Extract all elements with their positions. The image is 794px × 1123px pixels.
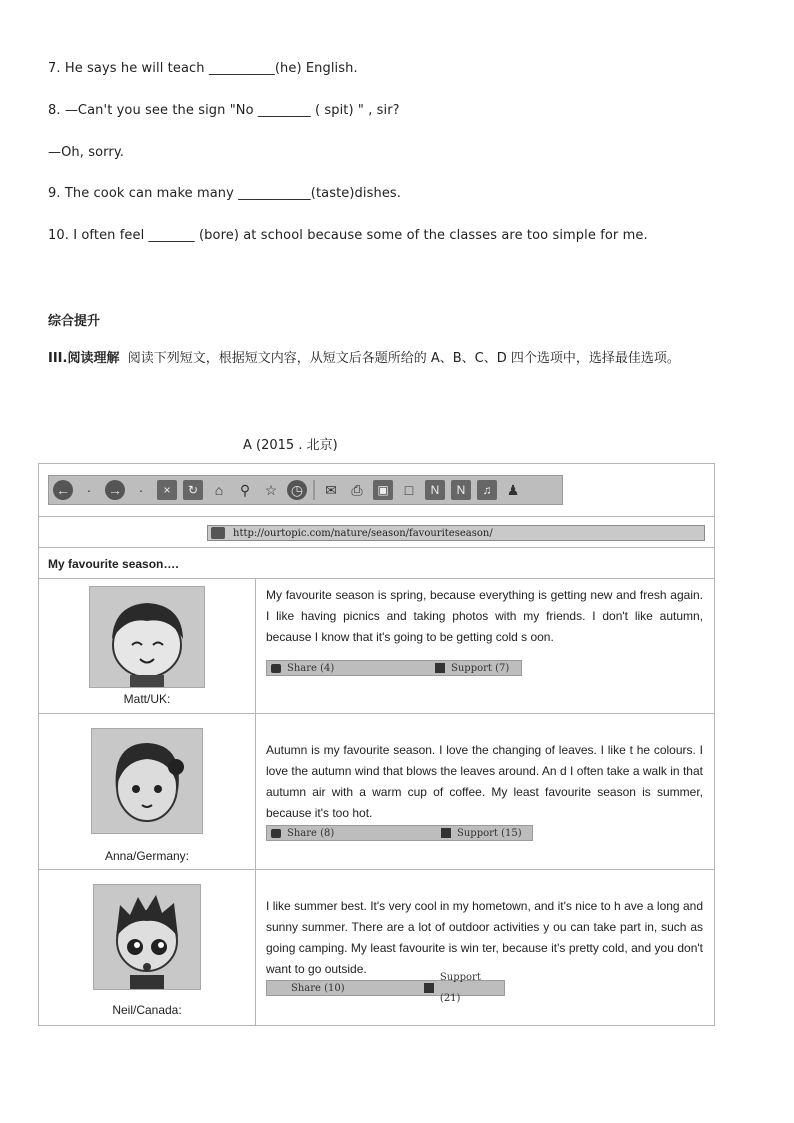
post-author-cell <box>39 870 256 1026</box>
post-text: Autumn is my favourite season. I love the changing of leaves. I like t he colours. I love the autumn wind that blows the leaves around. An d I often take a walk in that autumn air with a warm cup of coffee. My least favourite season is summer, because it's too hot. <box>266 743 703 820</box>
support-button[interactable] <box>435 658 509 679</box>
url-row <box>39 517 715 548</box>
search-icon[interactable]: ⚲ <box>239 481 251 498</box>
post-author-cell <box>39 579 256 714</box>
home-icon[interactable]: ⌂ <box>214 482 224 498</box>
page-icon <box>211 527 225 539</box>
browser-toolbar <box>48 475 563 505</box>
messenger-icon[interactable]: N <box>451 480 471 500</box>
instruction-text: 阅读下列短文，根据短文内容，从短文后各题所给的 A、B、C、D 四个选项中，选择最佳选项。 <box>127 351 680 366</box>
post-body-cell <box>256 579 715 714</box>
post-body-cell <box>256 870 715 1026</box>
forward-icon[interactable]: → <box>105 480 125 500</box>
arrow-up-icon <box>441 828 451 838</box>
topic-title: My favourite season…. <box>48 557 179 571</box>
history-icon[interactable]: ◷ <box>287 480 307 500</box>
question-10: 10. I often feel _______ (bore) at school because some of the classes are too simple for me. <box>48 228 648 243</box>
author-name: Anna/Germany: <box>104 849 190 863</box>
post-action-bar <box>266 972 505 1004</box>
support-label: Support (7) <box>451 662 510 674</box>
post-text: My favourite season is spring, because everything is getting new and fresh again. I like having picnics and taking photos with my friends. I don't like autumn, because I know that it's going to be getting cold s oon. <box>266 588 703 644</box>
post-body-cell <box>256 714 715 870</box>
toolbar-row <box>39 464 715 517</box>
post-text: I like summer best. It's very cool in my hometown, and it's nice to h ave a long and sunny summer. There are a lot of outdoor activities y ou can take part in, such as going camping. My least favourite is win ter, because it's pretty cold, and you don't want to go outside. <box>266 899 703 976</box>
support-label: Support (15) <box>457 827 522 839</box>
refresh-icon[interactable]: ↻ <box>183 480 203 500</box>
question-9: 9. The cook can make many ___________(taste)dishes. <box>48 186 402 201</box>
toolbar-divider <box>313 480 315 500</box>
passage-title: A (2015 . 北京) <box>243 438 338 453</box>
avatar <box>89 586 205 688</box>
print-icon[interactable]: ⎙ <box>351 481 363 498</box>
stop-icon[interactable]: × <box>157 480 177 500</box>
chevron-down-icon[interactable]: · <box>86 482 92 498</box>
research-icon[interactable]: N <box>425 480 445 500</box>
arrow-up-icon <box>424 983 434 993</box>
share-button[interactable]: Share (10) <box>291 982 345 994</box>
support-label: Support (21) <box>439 972 481 1004</box>
section-label: III.阅读理解 <box>48 351 120 366</box>
reading-instruction <box>48 338 748 380</box>
favorites-star-icon[interactable]: ☆ <box>264 481 278 498</box>
share-button[interactable]: Share (4) <box>287 662 335 674</box>
url-text: http://ourtopic.com/nature/season/favouriteseason/ <box>233 527 493 539</box>
avatar <box>91 728 203 834</box>
edit-icon[interactable]: ▣ <box>373 480 393 500</box>
address-bar[interactable] <box>207 525 705 541</box>
question-8: 8. —Can't you see the sign "No ________ ( spit) " , sir? <box>48 103 400 118</box>
back-icon[interactable]: ← <box>53 480 73 500</box>
users-icon[interactable]: ♟ <box>506 481 520 498</box>
support-button[interactable] <box>424 967 504 1009</box>
heart-icon <box>271 829 281 838</box>
section-title: 综合提升 <box>48 314 101 329</box>
forum-screenshot <box>38 463 715 1026</box>
question-8-reply: —Oh, sorry. <box>48 145 124 160</box>
mail-icon[interactable]: ✉ <box>325 481 337 498</box>
share-button[interactable]: Share (8) <box>287 827 335 839</box>
post-action-bar <box>266 660 522 676</box>
post-action-bar <box>266 825 533 841</box>
post-author-cell <box>39 714 256 870</box>
topic-title-row <box>39 548 715 579</box>
avatar <box>93 884 201 990</box>
arrow-up-icon <box>435 663 445 673</box>
media-icon[interactable]: ♫ <box>477 480 497 500</box>
support-button[interactable] <box>441 823 522 844</box>
heart-icon <box>271 664 281 673</box>
author-name: Matt/UK: <box>123 692 171 706</box>
discuss-icon[interactable]: □ <box>404 482 414 498</box>
chevron-down-icon[interactable]: · <box>138 482 144 498</box>
author-name: Neil/Canada: <box>112 1003 182 1017</box>
question-7: 7. He says he will teach __________(he) English. <box>48 61 358 76</box>
